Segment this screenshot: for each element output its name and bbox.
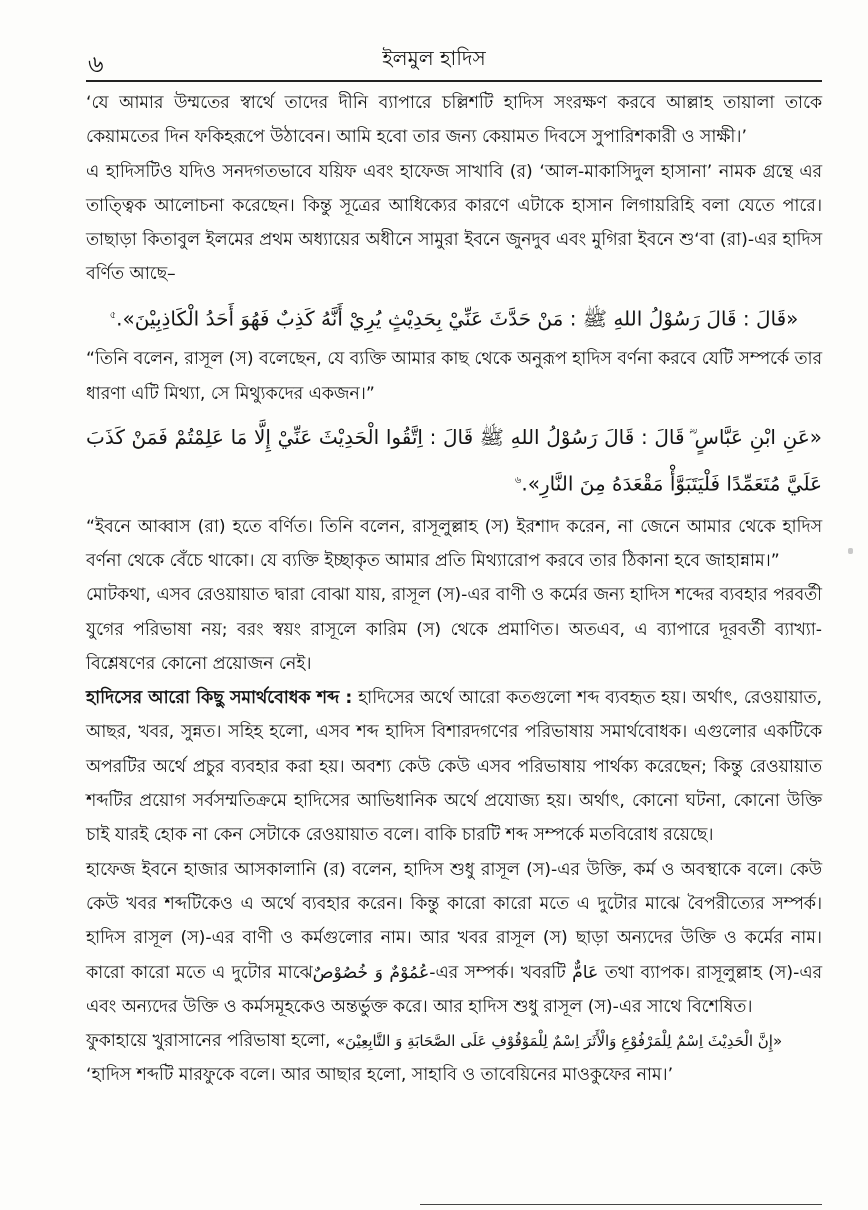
translation-paragraph-1: “তিনি বলেন, রাসূল (স) বলেছেন, যে ব্যক্তি আমার কাছ থেকে অনুরূপ হাদিস বর্ণনা করবে যেটি সম্পর্কে তার ধারণা এটি মিথ্যা, সে মিথ্যুকদের একজন।” [86, 349, 823, 404]
footnote-marker-6: ৬ [514, 475, 522, 487]
paragraph-ibn-hajar [86, 853, 822, 1024]
quote-paragraph-1: ‘যে আমার উম্মতের স্বার্থে তাদের দীনি ব্যাপারে চল্লিশটি হাদিস সংরক্ষণ করবে আল্লাহ তায়ালা তাকে কেয়ামতের দিন ফকিহরূপে উঠাবেন। আমি হবো তার জন্য কেয়ামত দিবসে সুপারিশকারী ও সাক্ষী।’ [86, 93, 822, 148]
footnote-marker-5: ৫ [109, 309, 117, 321]
section-heading-synonyms: হাদিসের আরো কিছু সমার্থবোধক শব্দ : [86, 688, 353, 709]
arabic-term-umum-khusus: عُمُوْمٌ وَ خُصُوْصٌ [312, 962, 430, 983]
paragraph-synonyms-text: হাদিসের অর্থে আরো কতগুলো শব্দ ব্যবহৃত হয়। অর্থাৎ, রেওয়ায়াত, আছর, খবর, সুন্নত। সহিহ হলো, এসব শব্দ হাদিস বিশারদগণের পরিভাষায় সমার্থবোধক। এগুলোর একটিকে অপরটির অর্থে প্রচুর ব্যবহার করা হয়। অবশ্য কেউ কেউ এসব পরিভাষায় পার্থক্য করেছেন; কিন্তু রেওয়ায়াত শব্দটির প্রয়োগ সর্বসম্মতিক্রমে হাদিসের আভিধানিক অর্থে প্রযোজ্য হয়। অর্থাৎ, কোনো ঘটনা, কোনো উক্তি চাই যারই হোক না কেন সেটাকে রেওয়ায়াত বলে। বাকি চারটি শব্দ সম্পর্কে মতবিরোধ রয়েছে। [86, 688, 822, 846]
footnote-rule [420, 1204, 822, 1205]
arabic-hadith-2-text: «عَنِ ابْنِ عَبَّاسٍ ؓ قَالَ : قَالَ رَسُوْلُ اللهِ ﷺ قَالَ : اِتَّقُوا الْحَدِيْثَ عَنِّيْ إِلَّا مَا عَلِمْتُمْ فَمَنْ كَذَبَ عَلَيَّ مُتَعَمِّدًا فَلْيَتَبَوَّأْ مَقْعَدَهُ مِنَ النَّارِ». [86, 425, 822, 496]
page-number: ৬ [88, 50, 104, 78]
paragraph-synonyms [86, 681, 822, 852]
paragraph-ibn-hajar-text-a: হাফেজ ইবনে হাজার আসকালানি (র) বলেন, হাদিস শুধু রাসূল (স)-এর উক্তি, কর্ম ও অবস্থাকে বলে। কেউ কেউ খবর শব্দটিকেও এ অর্থে ব্যবহার করেন। কিন্তু কারো কারো মতে এ দুটোর মাঝে বৈপরীত্যের সম্পর্ক। হাদিস রাসূল (স)-এর বাণী ও কর্মগুলোর নাম। আর খবর রাসূল (স) ছাড়া অন্যদের উক্তি ও কর্মের নাম। কারো কারো মতে এ দুটোর মাঝে [86, 859, 822, 983]
arabic-hadith-1-text: «قَالَ : قَالَ رَسُوْلُ اللهِ ﷺ : مَنْ حَدَّثَ عَنِّيْ بِحَدِيْثٍ يُرِيْ أَنَّهُ كَذِبٌ فَهُوَ أَحَدُ الْكَاذِبِيْنَ». [116, 306, 799, 331]
paragraph-summary: মোটকথা, এসব রেওয়ায়াত দ্বারা বোঝা যায়, রাসূল (স)-এর বাণী ও কর্মের জন্য হাদিস শব্দের ব্যবহার পরবর্তী যুগের পরিভাষা নয়; বরং স্বয়ং রাসূলে কারিম (স) থেকে প্রমাণিত। অতএব, এ ব্যাপারে দূরবর্তী ব্যাখ্যা-বিশ্লেষণের কোনো প্রয়োজন নেই। [86, 585, 822, 674]
paragraph-final: ‘হাদিস শব্দটি মারফুকে বলে। আর আছার হলো, সাহাবি ও তাবেয়িনের মাওকুফের নাম।’ [86, 1065, 674, 1086]
page-body [86, 86, 822, 1093]
arabic-definition: «إِنَّ الْحَدِيْثَ اِسْمٌ لِلْمَرْفُوْعِ وَالْأَثَرَ اِسْمٌ لِلْمَوْقُوْفِ عَلَى الصَّحَابَةِ وَ التَّابِعِيْنَ» [336, 1032, 783, 1051]
running-title: ইলমুল হাদিস [382, 46, 486, 70]
header-rule [86, 80, 822, 82]
paragraph-khurasan-prefix: ফুকাহায়ে খুরাসানের পরিভাষা হলো, [86, 1031, 331, 1052]
paragraph-khurasan [86, 1024, 822, 1058]
arabic-hadith-2 [86, 415, 822, 506]
translation-paragraph-2: “ইবনে আব্বাস (রা) হতে বর্ণিত। তিনি বলেন, রাসূলুল্লাহ (স) ইরশাদ করেন, না জেনে আমার থেকে হাদিস বর্ণনা থেকে বেঁচে থাকো। যে ব্যক্তি ইচ্ছাকৃত আমার প্রতি মিথ্যারোপ করবে তার ঠিকানা হবে জাহান্নাম।” [86, 516, 822, 571]
paragraph-ibn-hajar-text-c: তথা ব্যাপক। রাসূলুল্লাহ (স)-এর এবং অন্যদের উক্তি ও কর্মসমূহকেও অন্তর্ভুক্ত করে। আর হাদিস শুধু রাসূল (স)-এর সাথে বিশেষিত। [86, 962, 822, 1017]
scan-speck [848, 548, 853, 554]
page-header [0, 0, 868, 82]
paragraph-ibn-hajar-text-b: -এর সম্পর্ক। খবরটি [429, 962, 566, 983]
paragraph-2: এ হাদিসটিও যদিও সনদগতভাবে যয়িফ এবং হাফেজ সাখাবি (র) ‘আল-মাকাসিদুল হাসানা’ নামক গ্রন্থে এর তাত্ত্বিক আলোচনা করেছেন। কিন্তু সূত্রের আধিক্যের কারণে এটাকে হাসান লিগায়রিহি বলা যেতে পারে। তাছাড়া কিতাবুল ইলমের প্রথম অধ্যায়ের অধীনে সামুরা ইবনে জুনদুব এবং মুগিরা ইবনে শু‘বা (রা)-এর হাদিস বর্ণিত আছে– [86, 161, 822, 285]
arabic-hadith-1 [86, 296, 822, 339]
arabic-term-amm: عَامٌّ [572, 962, 599, 983]
